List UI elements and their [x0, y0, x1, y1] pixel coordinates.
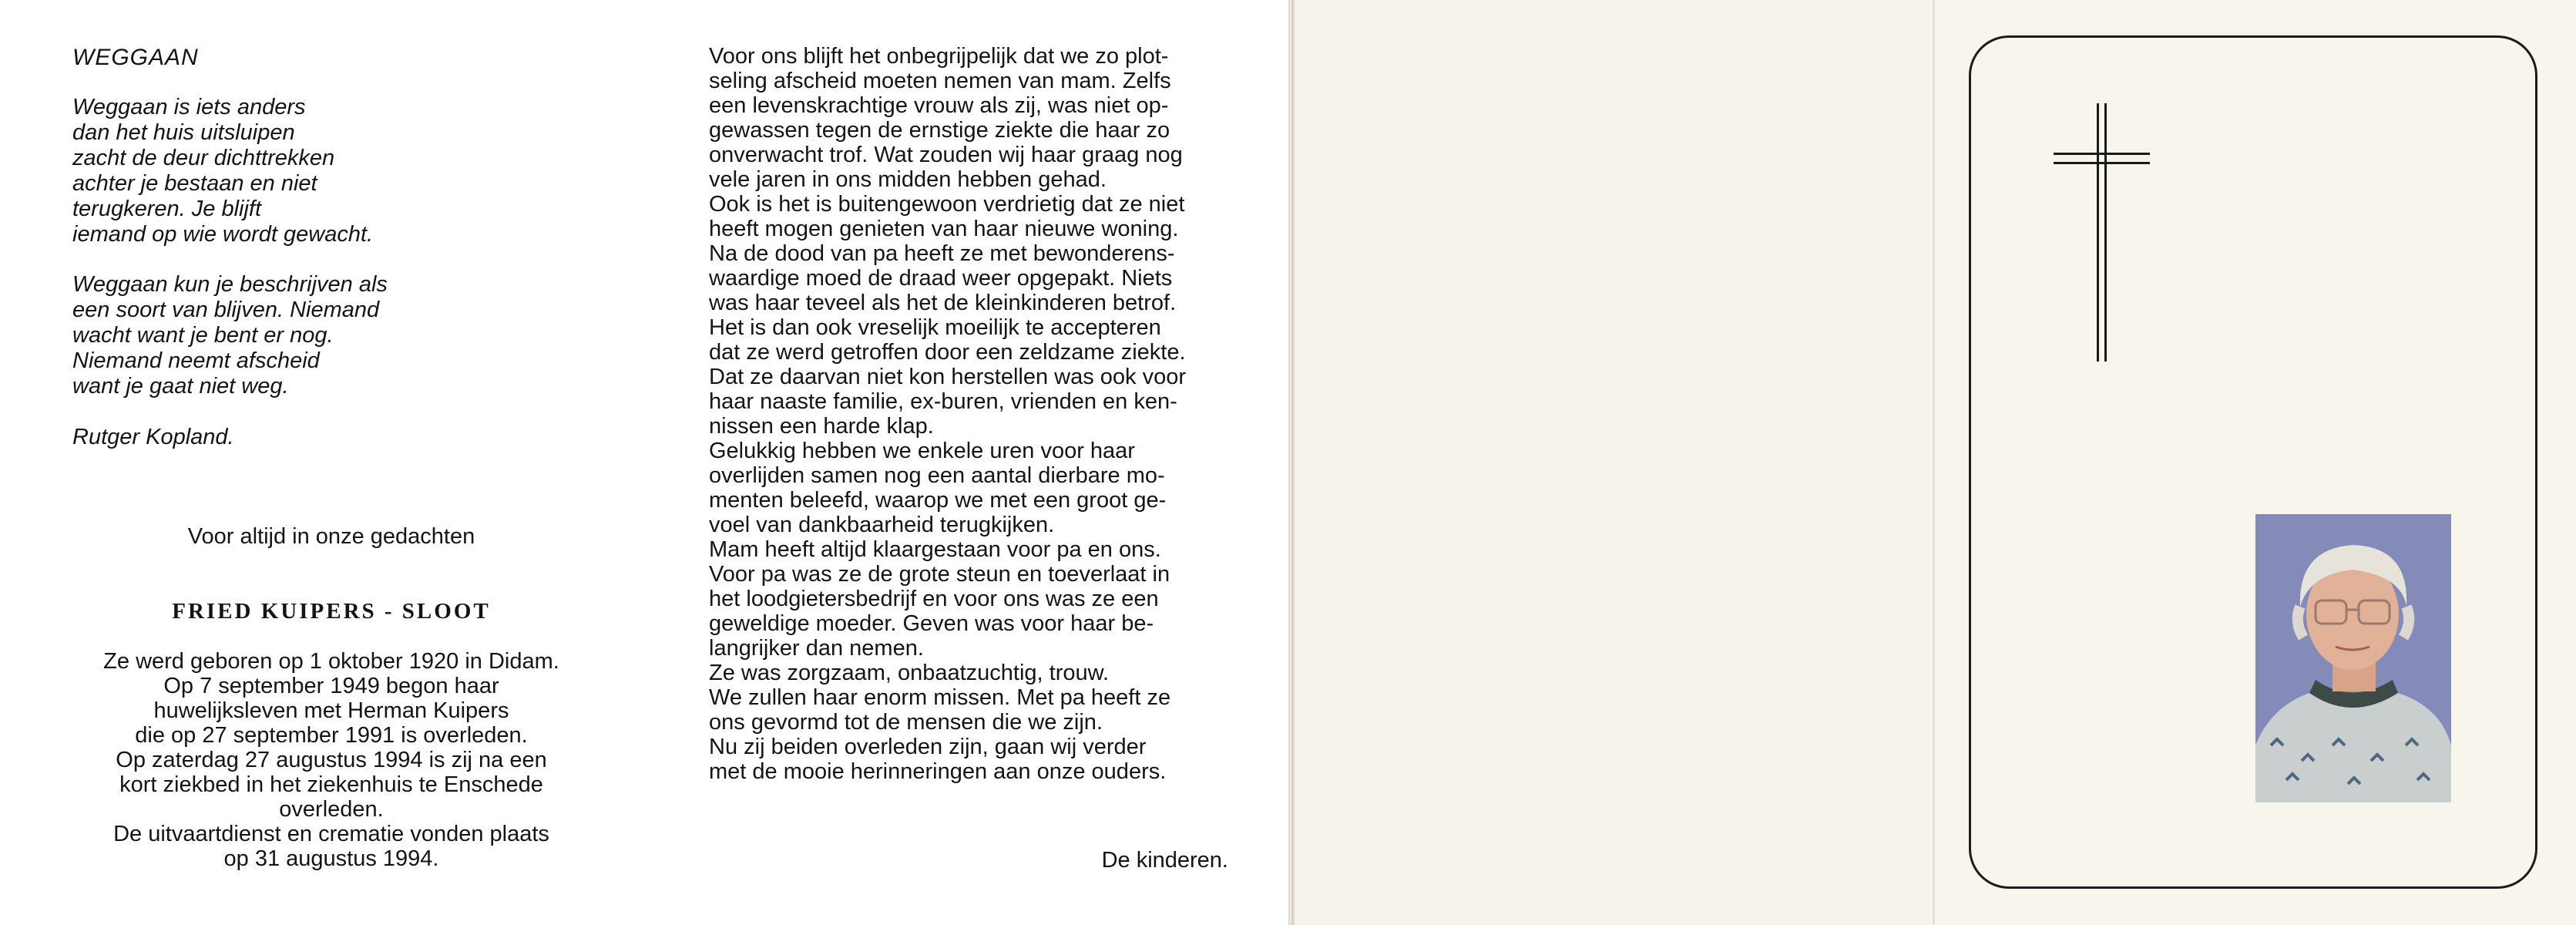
- tribute-line: het loodgietersbedrijf en voor ons was ze een: [709, 587, 1159, 611]
- poem-line: een soort van blijven. Niemand: [72, 298, 380, 322]
- tribute-line: heeft mogen genieten van haar nieuwe woning.: [709, 217, 1179, 241]
- poem-line: terugkeren. Je blijft: [72, 197, 262, 221]
- bio-line: overleden.: [279, 797, 384, 822]
- poem-line: zacht de deur dichttrekken: [72, 146, 335, 170]
- poem-line: Weggaan kun je beschrijven als: [72, 272, 388, 297]
- tribute-line: Voor pa was ze de grote steun en toeverlaat in: [709, 562, 1170, 587]
- tribute-line: voel van dankbaarheid terugkijken.: [709, 513, 1055, 537]
- signature: De kinderen.: [1101, 848, 1228, 873]
- tribute-line: Na de dood van pa heeft ze met bewonderens-: [709, 241, 1175, 266]
- outside-back-panel: [1293, 0, 1933, 925]
- tribute-line: dat ze werd getroffen door een zeldzame ziekte.: [709, 340, 1186, 365]
- bio-line: Op zaterdag 27 augustus 1994 is zij na een: [116, 748, 547, 772]
- poem-line: iemand op wie wordt gewacht.: [72, 222, 374, 247]
- bio-line: op 31 augustus 1994.: [223, 846, 439, 871]
- tribute-line: langrijker dan nemen.: [709, 636, 924, 661]
- tribute-line: gewassen tegen de ernstige ziekte die haar zo: [709, 118, 1170, 143]
- tribute-line: waardige moed de draad weer opgepakt. Niets: [709, 266, 1173, 291]
- tribute-line: overlijden samen nog een aantal dierbare mo-: [709, 463, 1165, 488]
- bio-line: die op 27 september 1991 is overleden.: [135, 723, 528, 748]
- tribute-line: Voor ons blijft het onbegrijpelijk dat we zo plot-: [709, 44, 1169, 69]
- bio-line: Op 7 september 1949 begon haar: [163, 674, 499, 698]
- tribute-line: haar naaste familie, ex-buren, vrienden en ken-: [709, 389, 1177, 414]
- poem-title: WEGGAAN: [72, 45, 199, 70]
- poem-line: Niemand neemt afscheid: [72, 348, 320, 373]
- poem-line: Weggaan is iets anders: [72, 95, 306, 119]
- poem-line: dan het huis uitsluipen: [72, 120, 295, 145]
- deceased-name: FRIED KUIPERS - SLOOT: [172, 599, 491, 624]
- bio-line: kort ziekbed in het ziekenhuis te Enschede: [119, 772, 543, 797]
- bio-line: De uitvaartdienst en crematie vonden plaats: [113, 822, 549, 846]
- tribute-line: nissen een harde klap.: [709, 414, 934, 439]
- tribute-line: Dat ze daarvan niet kon herstellen was ook voor: [709, 365, 1187, 389]
- memorial-heading: Voor altijd in onze gedachten: [187, 524, 475, 549]
- portrait-illustration: [2255, 514, 2451, 802]
- tribute-line: We zullen haar enorm missen. Met pa heeft ze: [709, 685, 1171, 710]
- tribute-line: Gelukkig hebben we enkele uren voor haar: [709, 439, 1135, 463]
- poem-line: achter je bestaan en niet: [72, 171, 317, 196]
- bio-line: Ze werd geboren op 1 oktober 1920 in Didam.: [103, 649, 559, 674]
- tribute-line: Ze was zorgzaam, onbaatzuchtig, trouw.: [709, 661, 1110, 685]
- tribute-line: onverwacht trof. Wat zouden wij haar graag nog: [709, 143, 1183, 167]
- poem-line: want je gaat niet weg.: [72, 374, 289, 399]
- tribute-line: Ook is het is buitengewoon verdrietig dat ze niet: [709, 192, 1185, 217]
- tribute-line: geweldige moeder. Geven was voor haar be-: [709, 611, 1154, 636]
- tribute-line: Nu zij beiden overleden zijn, gaan wij verder: [709, 735, 1147, 759]
- tribute-line: met de mooie herinneringen aan onze ouders.: [709, 759, 1167, 784]
- tribute-line: Het is dan ook vreselijk moeilijk te accepteren: [709, 315, 1161, 340]
- poem-author: Rutger Kopland.: [72, 425, 234, 449]
- portrait-photo: [2255, 514, 2451, 802]
- tribute-text: [709, 44, 1230, 784]
- bio-line: huwelijksleven met Herman Kuipers: [153, 698, 509, 723]
- tribute-line: Mam heeft altijd klaargestaan voor pa en ons.: [709, 537, 1161, 562]
- tribute-line: ons gevormd tot de mensen die we zijn.: [709, 710, 1103, 735]
- tribute-line: was haar teveel als het de kleinkinderen betrof.: [709, 291, 1177, 315]
- poem-line: wacht want je bent er nog.: [72, 323, 334, 348]
- tribute-line: seling afscheid moeten nemen van mam. Zelfs: [709, 69, 1171, 93]
- tribute-line: menten beleefd, waarop we met een groot ge-: [709, 488, 1167, 513]
- tribute-line: een levenskrachtige vrouw als zij, was niet op-: [709, 93, 1169, 118]
- tribute-line: vele jaren in ons midden hebben gehad.: [709, 167, 1107, 192]
- latin-cross-icon: [2054, 103, 2150, 362]
